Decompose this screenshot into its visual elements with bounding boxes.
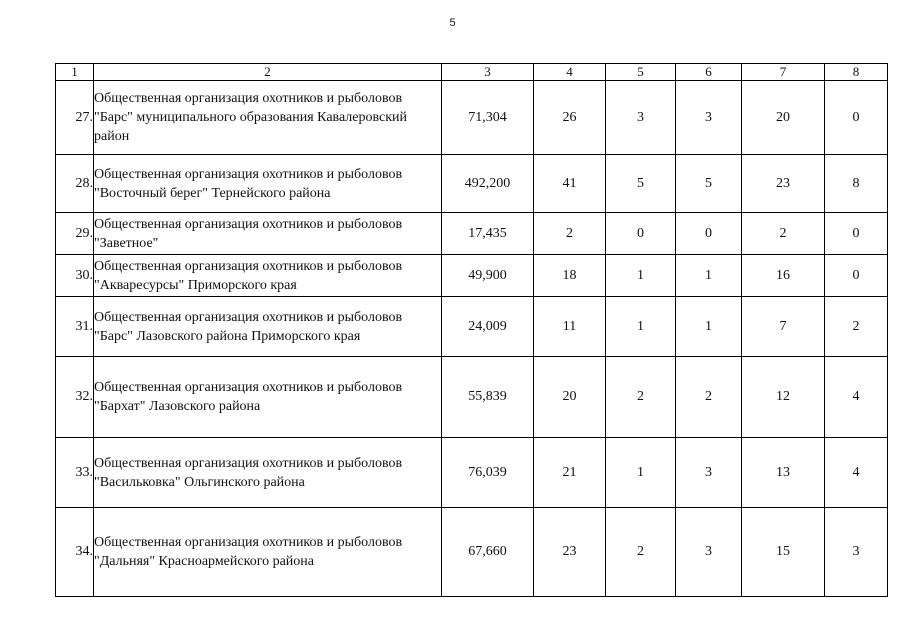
- cell-col8: 4: [825, 357, 888, 438]
- cell-col5: 2: [606, 357, 676, 438]
- page-number: 5: [449, 17, 456, 29]
- cell-col3: 17,435: [442, 213, 534, 255]
- cell-col4: 2: [534, 213, 606, 255]
- cell-col6: 0: [676, 213, 742, 255]
- table-row: [56, 255, 888, 297]
- table-row: [56, 297, 888, 357]
- cell-col5: 1: [606, 438, 676, 508]
- header-cell: 8: [825, 64, 888, 81]
- row-number: 34.: [56, 508, 94, 597]
- organization-name: Общественная организация охотников и рыболовов "Барс" муниципального образования Кавалеровский район: [94, 81, 442, 155]
- cell-col6: 1: [676, 297, 742, 357]
- cell-col7: 15: [742, 508, 825, 597]
- cell-col7: 12: [742, 357, 825, 438]
- cell-col5: 5: [606, 155, 676, 213]
- cell-col3: 76,039: [442, 438, 534, 508]
- cell-col8: 4: [825, 438, 888, 508]
- cell-col8: 0: [825, 213, 888, 255]
- cell-col6: 3: [676, 438, 742, 508]
- cell-col5: 0: [606, 213, 676, 255]
- cell-col7: 2: [742, 213, 825, 255]
- row-number: 33.: [56, 438, 94, 508]
- header-row: [56, 64, 888, 81]
- cell-col8: 8: [825, 155, 888, 213]
- row-number: 28.: [56, 155, 94, 213]
- cell-col5: 1: [606, 297, 676, 357]
- cell-col8: 2: [825, 297, 888, 357]
- table-row: [56, 508, 888, 597]
- header-cell: 6: [676, 64, 742, 81]
- organization-name: Общественная организация охотников и рыболовов "Дальняя" Красноармейского района: [94, 508, 442, 597]
- header-cell: 4: [534, 64, 606, 81]
- cell-col4: 11: [534, 297, 606, 357]
- header-cell: 5: [606, 64, 676, 81]
- cell-col4: 41: [534, 155, 606, 213]
- cell-col7: 7: [742, 297, 825, 357]
- table-row: [56, 438, 888, 508]
- cell-col6: 3: [676, 508, 742, 597]
- cell-col3: 24,009: [442, 297, 534, 357]
- cell-col6: 3: [676, 81, 742, 155]
- table-row: [56, 213, 888, 255]
- cell-col8: 0: [825, 255, 888, 297]
- organization-name: Общественная организация охотников и рыболовов "Барс" Лазовского района Приморского края: [94, 297, 442, 357]
- cell-col8: 0: [825, 81, 888, 155]
- row-number: 31.: [56, 297, 94, 357]
- cell-col8: 3: [825, 508, 888, 597]
- cell-col7: 13: [742, 438, 825, 508]
- organization-name: Общественная организация охотников и рыболовов "Бархат" Лазовского района: [94, 357, 442, 438]
- cell-col7: 23: [742, 155, 825, 213]
- cell-col3: 49,900: [442, 255, 534, 297]
- cell-col4: 20: [534, 357, 606, 438]
- header-cell: 1: [56, 64, 94, 81]
- organization-name: Общественная организация охотников и рыболовов "Заветное": [94, 213, 442, 255]
- cell-col3: 55,839: [442, 357, 534, 438]
- cell-col5: 2: [606, 508, 676, 597]
- cell-col7: 16: [742, 255, 825, 297]
- organization-name: Общественная организация охотников и рыболовов "Восточный берег" Тернейского района: [94, 155, 442, 213]
- header-cell: 2: [94, 64, 442, 81]
- cell-col7: 20: [742, 81, 825, 155]
- cell-col3: 492,200: [442, 155, 534, 213]
- cell-col5: 3: [606, 81, 676, 155]
- header-cell: 3: [442, 64, 534, 81]
- cell-col6: 1: [676, 255, 742, 297]
- organization-name: Общественная организация охотников и рыболовов "Акваресурсы" Приморского края: [94, 255, 442, 297]
- table-row: [56, 155, 888, 213]
- cell-col6: 2: [676, 357, 742, 438]
- row-number: 32.: [56, 357, 94, 438]
- organization-name: Общественная организация охотников и рыболовов "Васильковка" Ольгинского района: [94, 438, 442, 508]
- cell-col3: 67,660: [442, 508, 534, 597]
- row-number: 30.: [56, 255, 94, 297]
- cell-col4: 18: [534, 255, 606, 297]
- cell-col5: 1: [606, 255, 676, 297]
- table-row: [56, 81, 888, 155]
- row-number: 29.: [56, 213, 94, 255]
- cell-col4: 23: [534, 508, 606, 597]
- header-cell: 7: [742, 64, 825, 81]
- cell-col6: 5: [676, 155, 742, 213]
- table-row: [56, 357, 888, 438]
- row-number: 27.: [56, 81, 94, 155]
- cell-col4: 21: [534, 438, 606, 508]
- cell-col4: 26: [534, 81, 606, 155]
- cell-col3: 71,304: [442, 81, 534, 155]
- data-table: [55, 63, 888, 597]
